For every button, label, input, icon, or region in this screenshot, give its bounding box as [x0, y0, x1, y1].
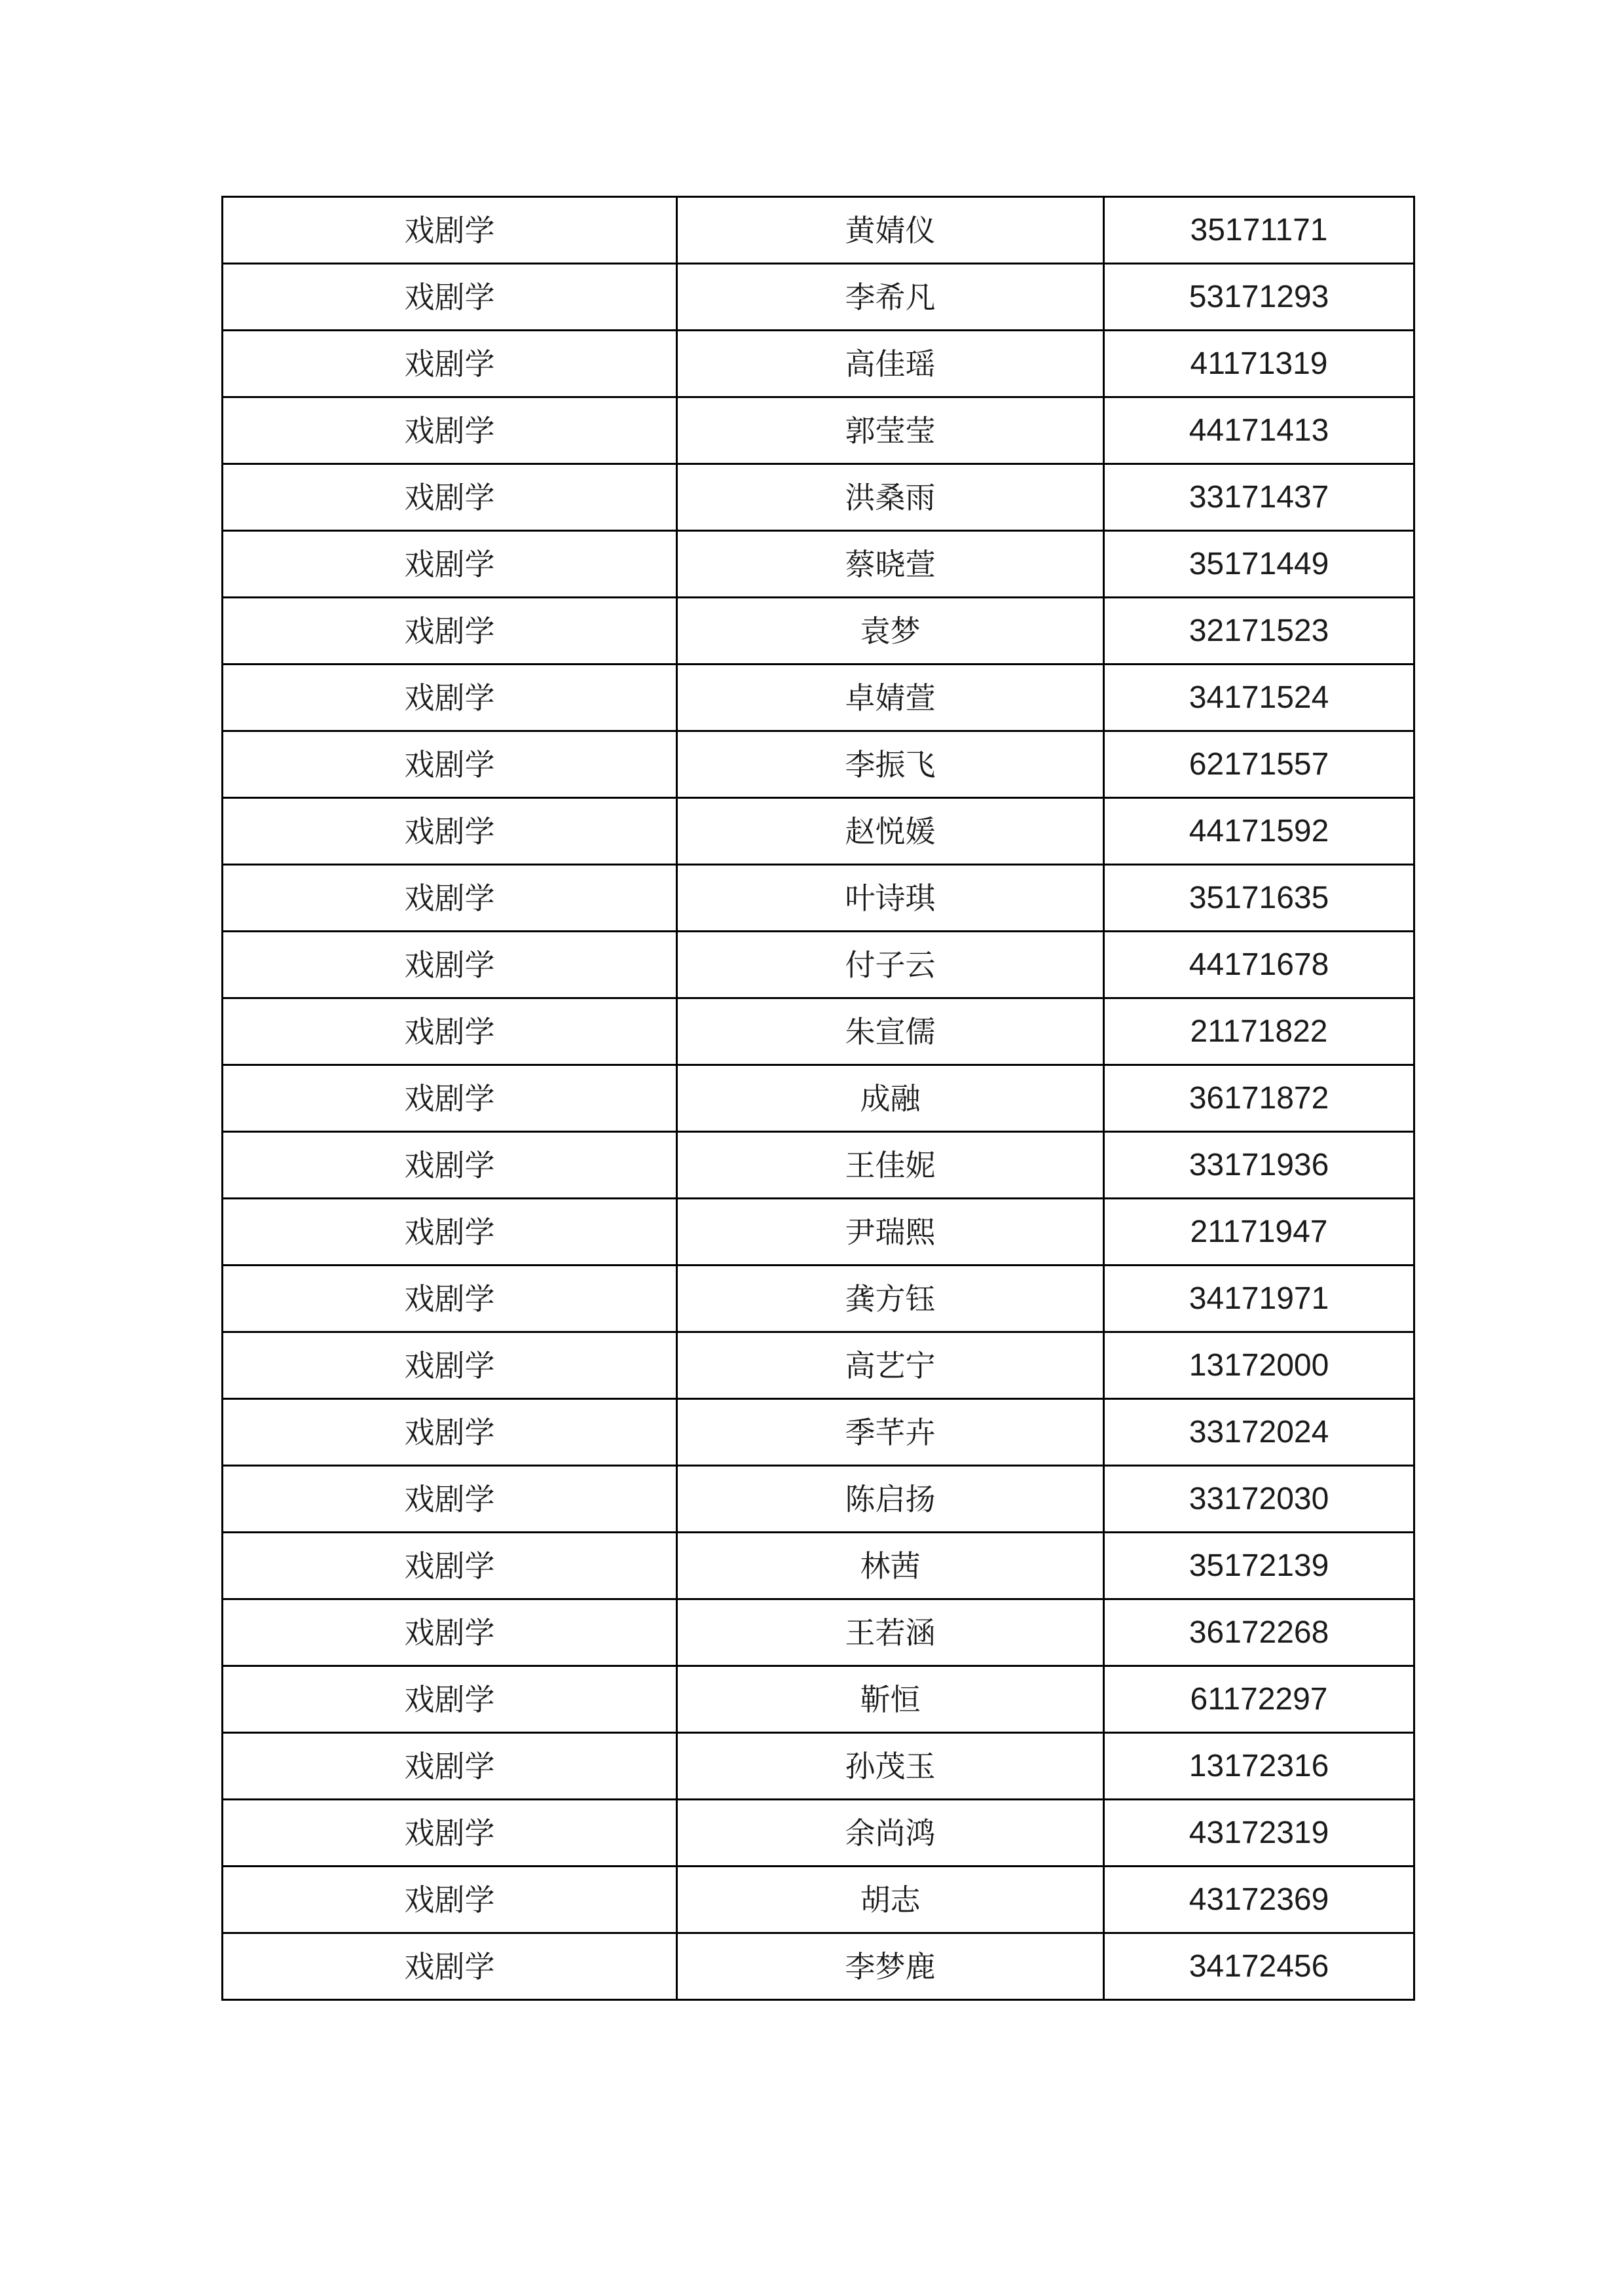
- name-cell: 成融: [677, 1065, 1104, 1132]
- name-cell: 高佳瑶: [677, 331, 1104, 397]
- table-row: [223, 665, 1414, 731]
- major-cell: 戏剧学: [223, 464, 677, 531]
- major-cell: 戏剧学: [223, 264, 677, 331]
- table-row: [223, 865, 1414, 932]
- candidate-id-cell: 32171523: [1104, 598, 1414, 665]
- major-cell: 戏剧学: [223, 1466, 677, 1533]
- table-row: [223, 598, 1414, 665]
- table-row: [223, 531, 1414, 598]
- major-cell: 戏剧学: [223, 1332, 677, 1399]
- candidate-id-cell: 35171449: [1104, 531, 1414, 598]
- major-cell: 戏剧学: [223, 1065, 677, 1132]
- table-row: [223, 1867, 1414, 1933]
- table-row: [223, 998, 1414, 1065]
- table-row: [223, 1266, 1414, 1332]
- name-cell: 高艺宁: [677, 1332, 1104, 1399]
- major-cell: 戏剧学: [223, 331, 677, 397]
- candidate-id-cell: 36172268: [1104, 1599, 1414, 1666]
- major-cell: 戏剧学: [223, 798, 677, 865]
- candidate-id-cell: 35171171: [1104, 197, 1414, 264]
- table-row: [223, 1132, 1414, 1199]
- table-row: [223, 397, 1414, 464]
- name-cell: 靳恒: [677, 1666, 1104, 1733]
- table-row: [223, 1666, 1414, 1733]
- candidate-id-cell: 34171971: [1104, 1266, 1414, 1332]
- candidate-id-cell: 36171872: [1104, 1065, 1414, 1132]
- major-cell: 戏剧学: [223, 1132, 677, 1199]
- name-cell: 胡志: [677, 1867, 1104, 1933]
- candidate-id-cell: 41171319: [1104, 331, 1414, 397]
- major-cell: 戏剧学: [223, 1533, 677, 1599]
- table-row: [223, 731, 1414, 798]
- table-row: [223, 1599, 1414, 1666]
- candidate-id-cell: 33172024: [1104, 1399, 1414, 1466]
- major-cell: 戏剧学: [223, 531, 677, 598]
- name-cell: 朱宣儒: [677, 998, 1104, 1065]
- table-row: [223, 1733, 1414, 1800]
- admission-list-table: [221, 196, 1415, 2001]
- candidate-id-cell: 33171437: [1104, 464, 1414, 531]
- major-cell: 戏剧学: [223, 932, 677, 998]
- major-cell: 戏剧学: [223, 731, 677, 798]
- name-cell: 林茜: [677, 1533, 1104, 1599]
- name-cell: 袁梦: [677, 598, 1104, 665]
- major-cell: 戏剧学: [223, 598, 677, 665]
- table-row: [223, 1533, 1414, 1599]
- major-cell: 戏剧学: [223, 1199, 677, 1266]
- table-row: [223, 264, 1414, 331]
- table-body: [223, 197, 1414, 2000]
- name-cell: 王若涵: [677, 1599, 1104, 1666]
- name-cell: 陈启扬: [677, 1466, 1104, 1533]
- name-cell: 郭莹莹: [677, 397, 1104, 464]
- name-cell: 卓婧萱: [677, 665, 1104, 731]
- candidate-id-cell: 53171293: [1104, 264, 1414, 331]
- name-cell: 余尚鸿: [677, 1800, 1104, 1867]
- candidate-id-cell: 13172316: [1104, 1733, 1414, 1800]
- candidate-id-cell: 34172456: [1104, 1933, 1414, 2000]
- major-cell: 戏剧学: [223, 1733, 677, 1800]
- candidate-id-cell: 21171822: [1104, 998, 1414, 1065]
- name-cell: 李梦鹿: [677, 1933, 1104, 2000]
- name-cell: 洪桑雨: [677, 464, 1104, 531]
- candidate-id-cell: 44171413: [1104, 397, 1414, 464]
- major-cell: 戏剧学: [223, 1399, 677, 1466]
- name-cell: 付子云: [677, 932, 1104, 998]
- candidate-id-cell: 44171592: [1104, 798, 1414, 865]
- candidate-id-cell: 43172319: [1104, 1800, 1414, 1867]
- major-cell: 戏剧学: [223, 665, 677, 731]
- table-row: [223, 932, 1414, 998]
- candidate-id-cell: 43172369: [1104, 1867, 1414, 1933]
- candidate-id-cell: 33171936: [1104, 1132, 1414, 1199]
- table-row: [223, 331, 1414, 397]
- name-cell: 叶诗琪: [677, 865, 1104, 932]
- name-cell: 尹瑞熙: [677, 1199, 1104, 1266]
- major-cell: 戏剧学: [223, 865, 677, 932]
- candidate-id-cell: 62171557: [1104, 731, 1414, 798]
- candidate-id-cell: 61172297: [1104, 1666, 1414, 1733]
- table-row: [223, 1199, 1414, 1266]
- table-row: [223, 1800, 1414, 1867]
- table-row: [223, 1332, 1414, 1399]
- major-cell: 戏剧学: [223, 998, 677, 1065]
- table-row: [223, 798, 1414, 865]
- name-cell: 李振飞: [677, 731, 1104, 798]
- major-cell: 戏剧学: [223, 1933, 677, 2000]
- major-cell: 戏剧学: [223, 1599, 677, 1666]
- major-cell: 戏剧学: [223, 397, 677, 464]
- candidate-id-cell: 35171635: [1104, 865, 1414, 932]
- major-cell: 戏剧学: [223, 1266, 677, 1332]
- table-row: [223, 1466, 1414, 1533]
- candidate-id-cell: 34171524: [1104, 665, 1414, 731]
- table-row: [223, 197, 1414, 264]
- table-row: [223, 1065, 1414, 1132]
- name-cell: 季芊卉: [677, 1399, 1104, 1466]
- table-row: [223, 464, 1414, 531]
- major-cell: 戏剧学: [223, 1867, 677, 1933]
- table-row: [223, 1399, 1414, 1466]
- name-cell: 蔡晓萱: [677, 531, 1104, 598]
- name-cell: 龚方钰: [677, 1266, 1104, 1332]
- name-cell: 赵悦媛: [677, 798, 1104, 865]
- candidate-id-cell: 44171678: [1104, 932, 1414, 998]
- name-cell: 黄婧仪: [677, 197, 1104, 264]
- name-cell: 李希凡: [677, 264, 1104, 331]
- name-cell: 王佳妮: [677, 1132, 1104, 1199]
- candidate-id-cell: 13172000: [1104, 1332, 1414, 1399]
- table-row: [223, 1933, 1414, 2000]
- name-cell: 孙茂玉: [677, 1733, 1104, 1800]
- major-cell: 戏剧学: [223, 197, 677, 264]
- major-cell: 戏剧学: [223, 1666, 677, 1733]
- candidate-id-cell: 33172030: [1104, 1466, 1414, 1533]
- candidate-id-cell: 35172139: [1104, 1533, 1414, 1599]
- major-cell: 戏剧学: [223, 1800, 677, 1867]
- candidate-id-cell: 21171947: [1104, 1199, 1414, 1266]
